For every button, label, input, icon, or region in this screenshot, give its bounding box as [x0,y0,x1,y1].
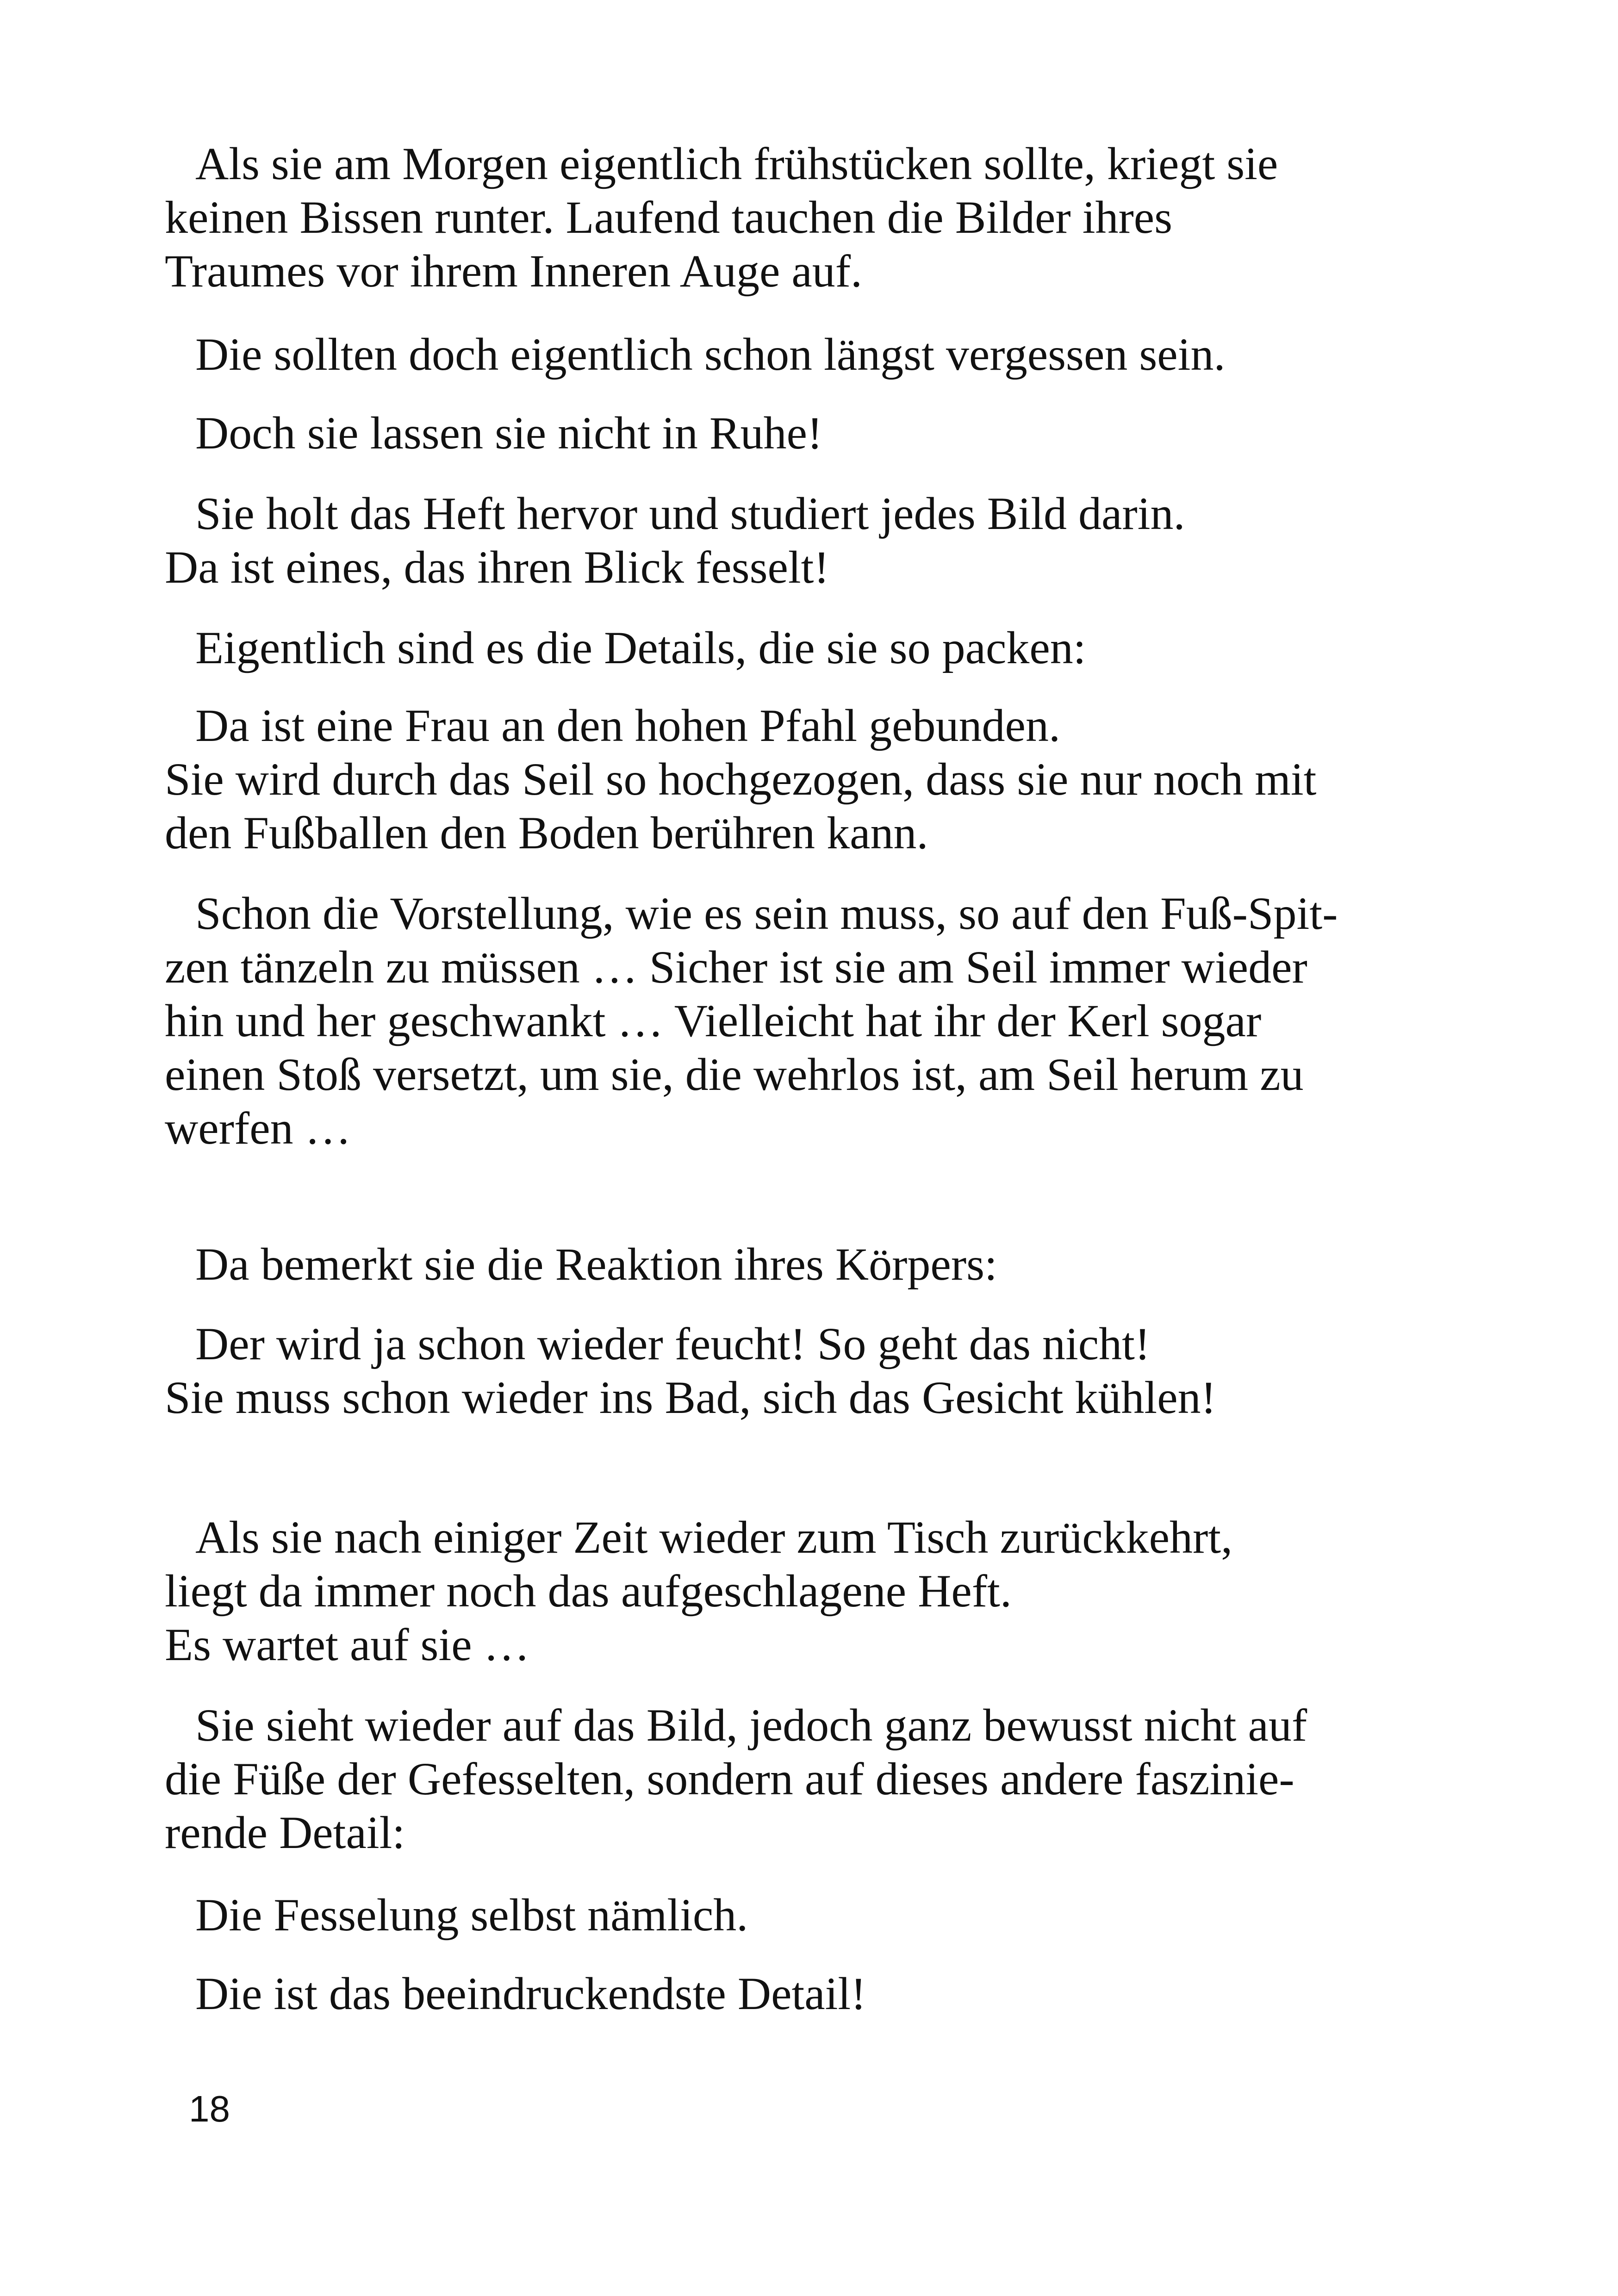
paragraph-line: Sie wird durch das Seil so hochgezogen, dass sie nur noch mit [165,753,1317,805]
paragraph-5 [165,621,1470,675]
paragraph-line: keinen Bissen runter. Laufend tauchen die Bilder ihres [165,192,1173,243]
paragraph-6 [165,699,1470,860]
paragraph-line: rende Detail: [165,1807,405,1858]
paragraph-line: Der wird ja schon wieder feucht! So geht das nicht! [195,1318,1151,1369]
paragraph-line: Als sie nach einiger Zeit wieder zum Tisch zurückkehrt, [195,1512,1233,1563]
paragraph-line: Die Fesselung selbst nämlich. [195,1889,748,1941]
paragraph-line: Die sollten doch eigentlich schon längst vergessen sein. [195,329,1226,380]
paragraph-line: Da ist eine Frau an den hohen Pfahl gebunden. [195,700,1060,751]
paragraph-line: einen Stoß versetzt, um sie, die wehrlos ist, am Seil herum zu [165,1049,1304,1100]
page-number: 18 [189,2088,230,2129]
paragraph-1 [165,137,1470,298]
paragraph-line: Da bemerkt sie die Reaktion ihres Körpers: [195,1238,997,1290]
paragraph-line: Sie holt das Heft hervor und studiert jedes Bild darin. [195,488,1185,539]
paragraph-13 [165,1967,1470,2021]
paragraph-2 [165,328,1470,381]
paragraph-8 [165,1238,1470,1291]
paragraph-10 [165,1511,1470,1672]
paragraph-line: werfen … [165,1102,351,1154]
paragraph-11 [165,1699,1470,1860]
paragraph-line: zen tänzeln zu müssen … Sicher ist sie am Seil immer wieder [165,941,1307,993]
paragraph-9 [165,1317,1470,1425]
paragraph-7 [165,887,1470,1155]
paragraph-line: Die ist das beeindruckendste Detail! [195,1968,866,2019]
paragraph-line: Doch sie lassen sie nicht in Ruhe! [195,407,823,459]
paragraph-line: Sie muss schon wieder ins Bad, sich das Gesicht kühlen! [165,1372,1216,1423]
paragraph-line: Schon die Vorstellung, wie es sein muss, so auf den Fuß-Spit- [195,888,1338,939]
paragraph-line: Sie sieht wieder auf das Bild, jedoch ganz bewusst nicht auf [195,1699,1307,1751]
paragraph-line: die Füße der Gefesselten, sondern auf dieses andere faszinie- [165,1753,1294,1804]
paragraph-line: Es wartet auf sie … [165,1619,530,1670]
paragraph-3 [165,406,1470,460]
paragraph-line: hin und her geschwankt … Vielleicht hat ihr der Kerl sogar [165,995,1262,1046]
paragraph-line: liegt da immer noch das aufgeschlagene Heft. [165,1565,1012,1617]
paragraph-12 [165,1888,1470,1942]
paragraph-line: Traumes vor ihrem Inneren Auge auf. [165,245,863,297]
paragraph-4 [165,487,1470,594]
paragraph-line: Als sie am Morgen eigentlich frühstücken sollte, kriegt sie [195,138,1278,189]
paragraph-line: Eigentlich sind es die Details, die sie so packen: [195,622,1086,673]
paragraph-line: den Fußballen den Boden berühren kann. [165,807,928,859]
paragraph-line: Da ist eines, das ihren Blick fesselt! [165,541,829,593]
